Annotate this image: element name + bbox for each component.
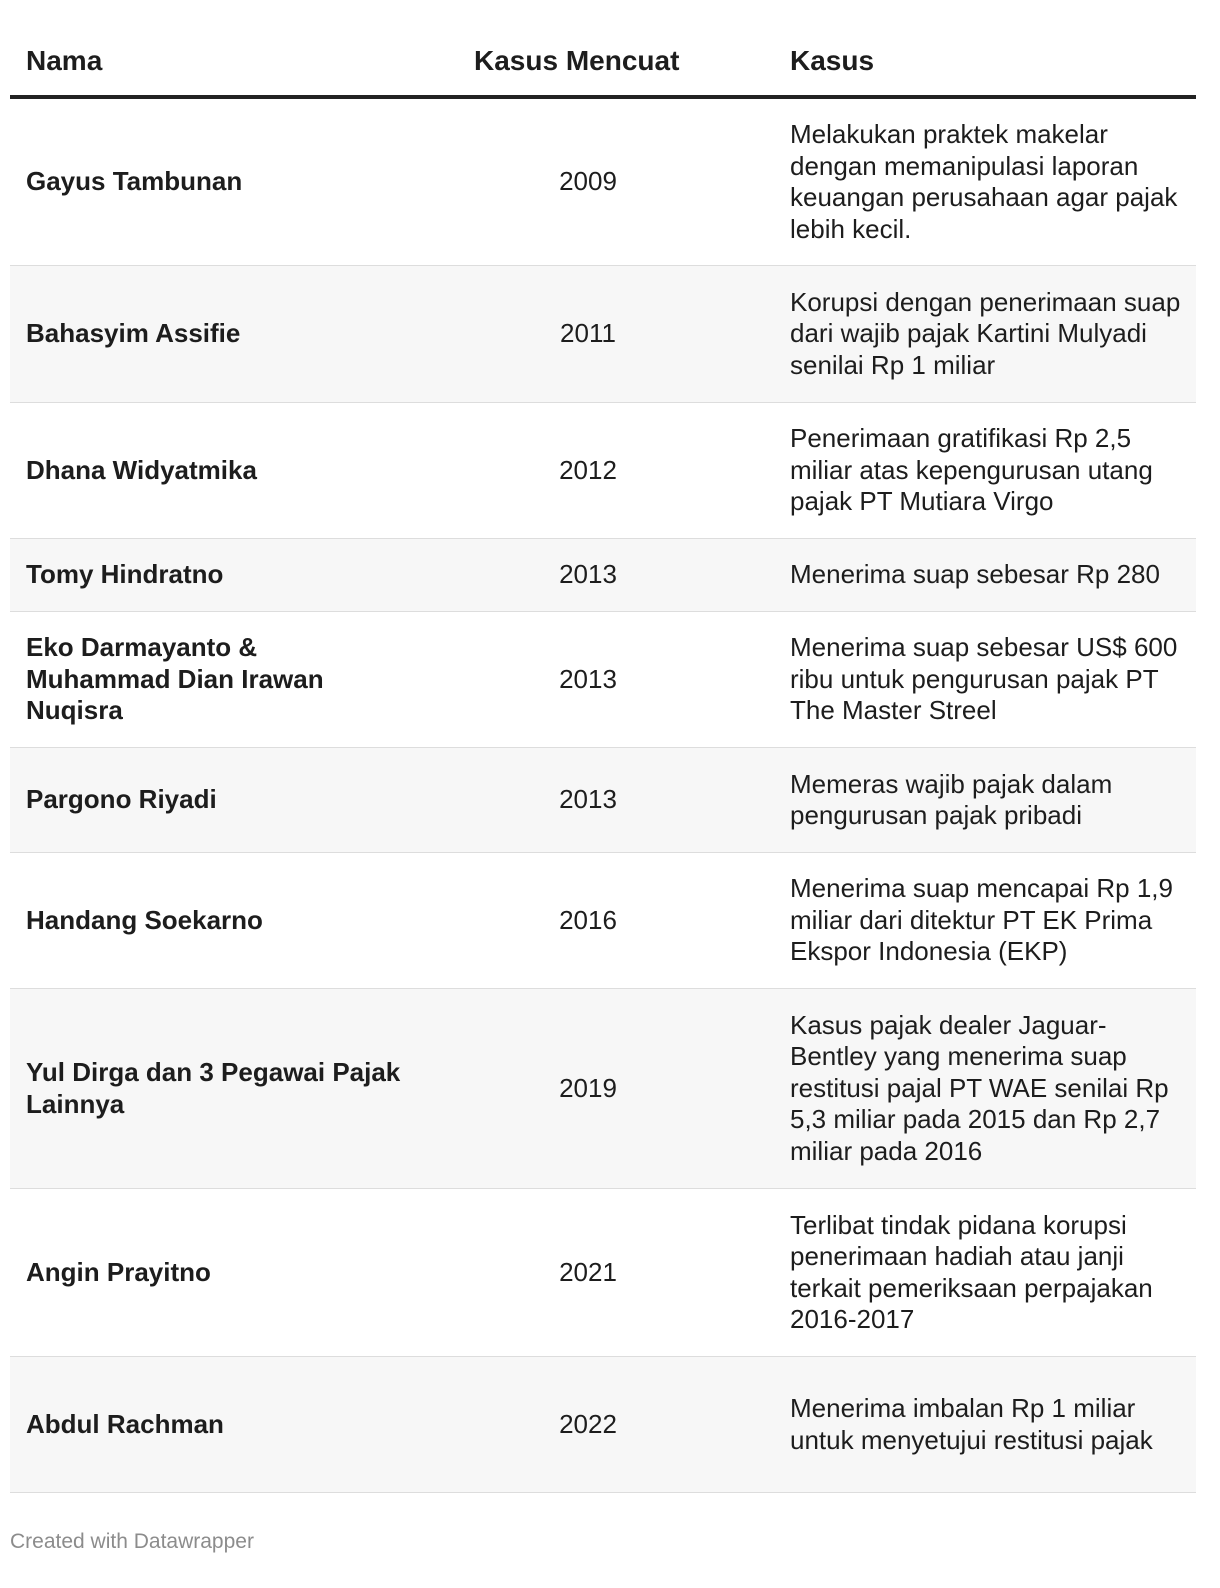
table-row (10, 539, 1196, 612)
cell-case: Terlibat tindak pidana korupsi penerimaan hadiah atau janji terkait pemeriksaan perpajakan 2016-2017 (774, 1189, 1196, 1357)
cell-name: Bahasyim Assifie (10, 266, 418, 403)
cell-case: Melakukan praktek makelar dengan memanipulasi laporan keuangan perusahaan agar pajak lebih kecil. (774, 97, 1196, 266)
data-table (10, 0, 1196, 1493)
header-kasus-mencuat[interactable]: Kasus Mencuat (418, 0, 774, 97)
table-body (10, 97, 1196, 1493)
cell-name: Eko Darmayanto & Muhammad Dian Irawan Nuqisra (10, 612, 418, 748)
header-nama[interactable]: Nama (10, 0, 418, 97)
cell-case: Menerima suap mencapai Rp 1,9 miliar dari ditektur PT EK Prima Ekspor Indonesia (EKP) (774, 853, 1196, 989)
header-kasus[interactable]: Kasus (774, 0, 1196, 97)
cell-case: Memeras wajib pajak dalam pengurusan pajak pribadi (774, 748, 1196, 853)
cell-year: 2022 (418, 1357, 774, 1493)
cell-name: Tomy Hindratno (10, 539, 418, 612)
cell-year: 2012 (418, 403, 774, 539)
cell-case: Menerima suap sebesar US$ 600 ribu untuk pengurusan pajak PT The Master Streel (774, 612, 1196, 748)
cell-year: 2016 (418, 853, 774, 989)
table-row (10, 97, 1196, 266)
cell-name: Yul Dirga dan 3 Pegawai Pajak Lainnya (10, 989, 418, 1189)
table-row (10, 748, 1196, 853)
cell-year: 2013 (418, 748, 774, 853)
cell-year: 2019 (418, 989, 774, 1189)
cell-case: Menerima suap sebesar Rp 280 (774, 539, 1196, 612)
header-row (10, 0, 1196, 97)
cell-year: 2021 (418, 1189, 774, 1357)
cell-case: Menerima imbalan Rp 1 miliar untuk menyetujui restitusi pajak (774, 1357, 1196, 1493)
table-row (10, 989, 1196, 1189)
cell-name: Abdul Rachman (10, 1357, 418, 1493)
cell-name: Angin Prayitno (10, 1189, 418, 1357)
data-table-container (10, 0, 1196, 1493)
cell-year: 2011 (418, 266, 774, 403)
cell-year: 2013 (418, 539, 774, 612)
footer-credit[interactable]: Created with Datawrapper (10, 1530, 254, 1553)
table-row (10, 1357, 1196, 1493)
table-row (10, 612, 1196, 748)
table-header (10, 0, 1196, 97)
cell-year: 2013 (418, 612, 774, 748)
table-row (10, 853, 1196, 989)
table-row (10, 266, 1196, 403)
cell-year: 2009 (418, 97, 774, 266)
cell-name: Gayus Tambunan (10, 97, 418, 266)
cell-case: Kasus pajak dealer Jaguar-Bentley yang menerima suap restitusi pajal PT WAE senilai Rp 5,3 miliar pada 2015 dan Rp 2,7 miliar pada 2016 (774, 989, 1196, 1189)
table-row (10, 1189, 1196, 1357)
table-row (10, 403, 1196, 539)
cell-case: Korupsi dengan penerimaan suap dari wajib pajak Kartini Mulyadi senilai Rp 1 miliar (774, 266, 1196, 403)
cell-case: Penerimaan gratifikasi Rp 2,5 miliar atas kepengurusan utang pajak PT Mutiara Virgo (774, 403, 1196, 539)
cell-name: Pargono Riyadi (10, 748, 418, 853)
cell-name: Handang Soekarno (10, 853, 418, 989)
cell-name: Dhana Widyatmika (10, 403, 418, 539)
